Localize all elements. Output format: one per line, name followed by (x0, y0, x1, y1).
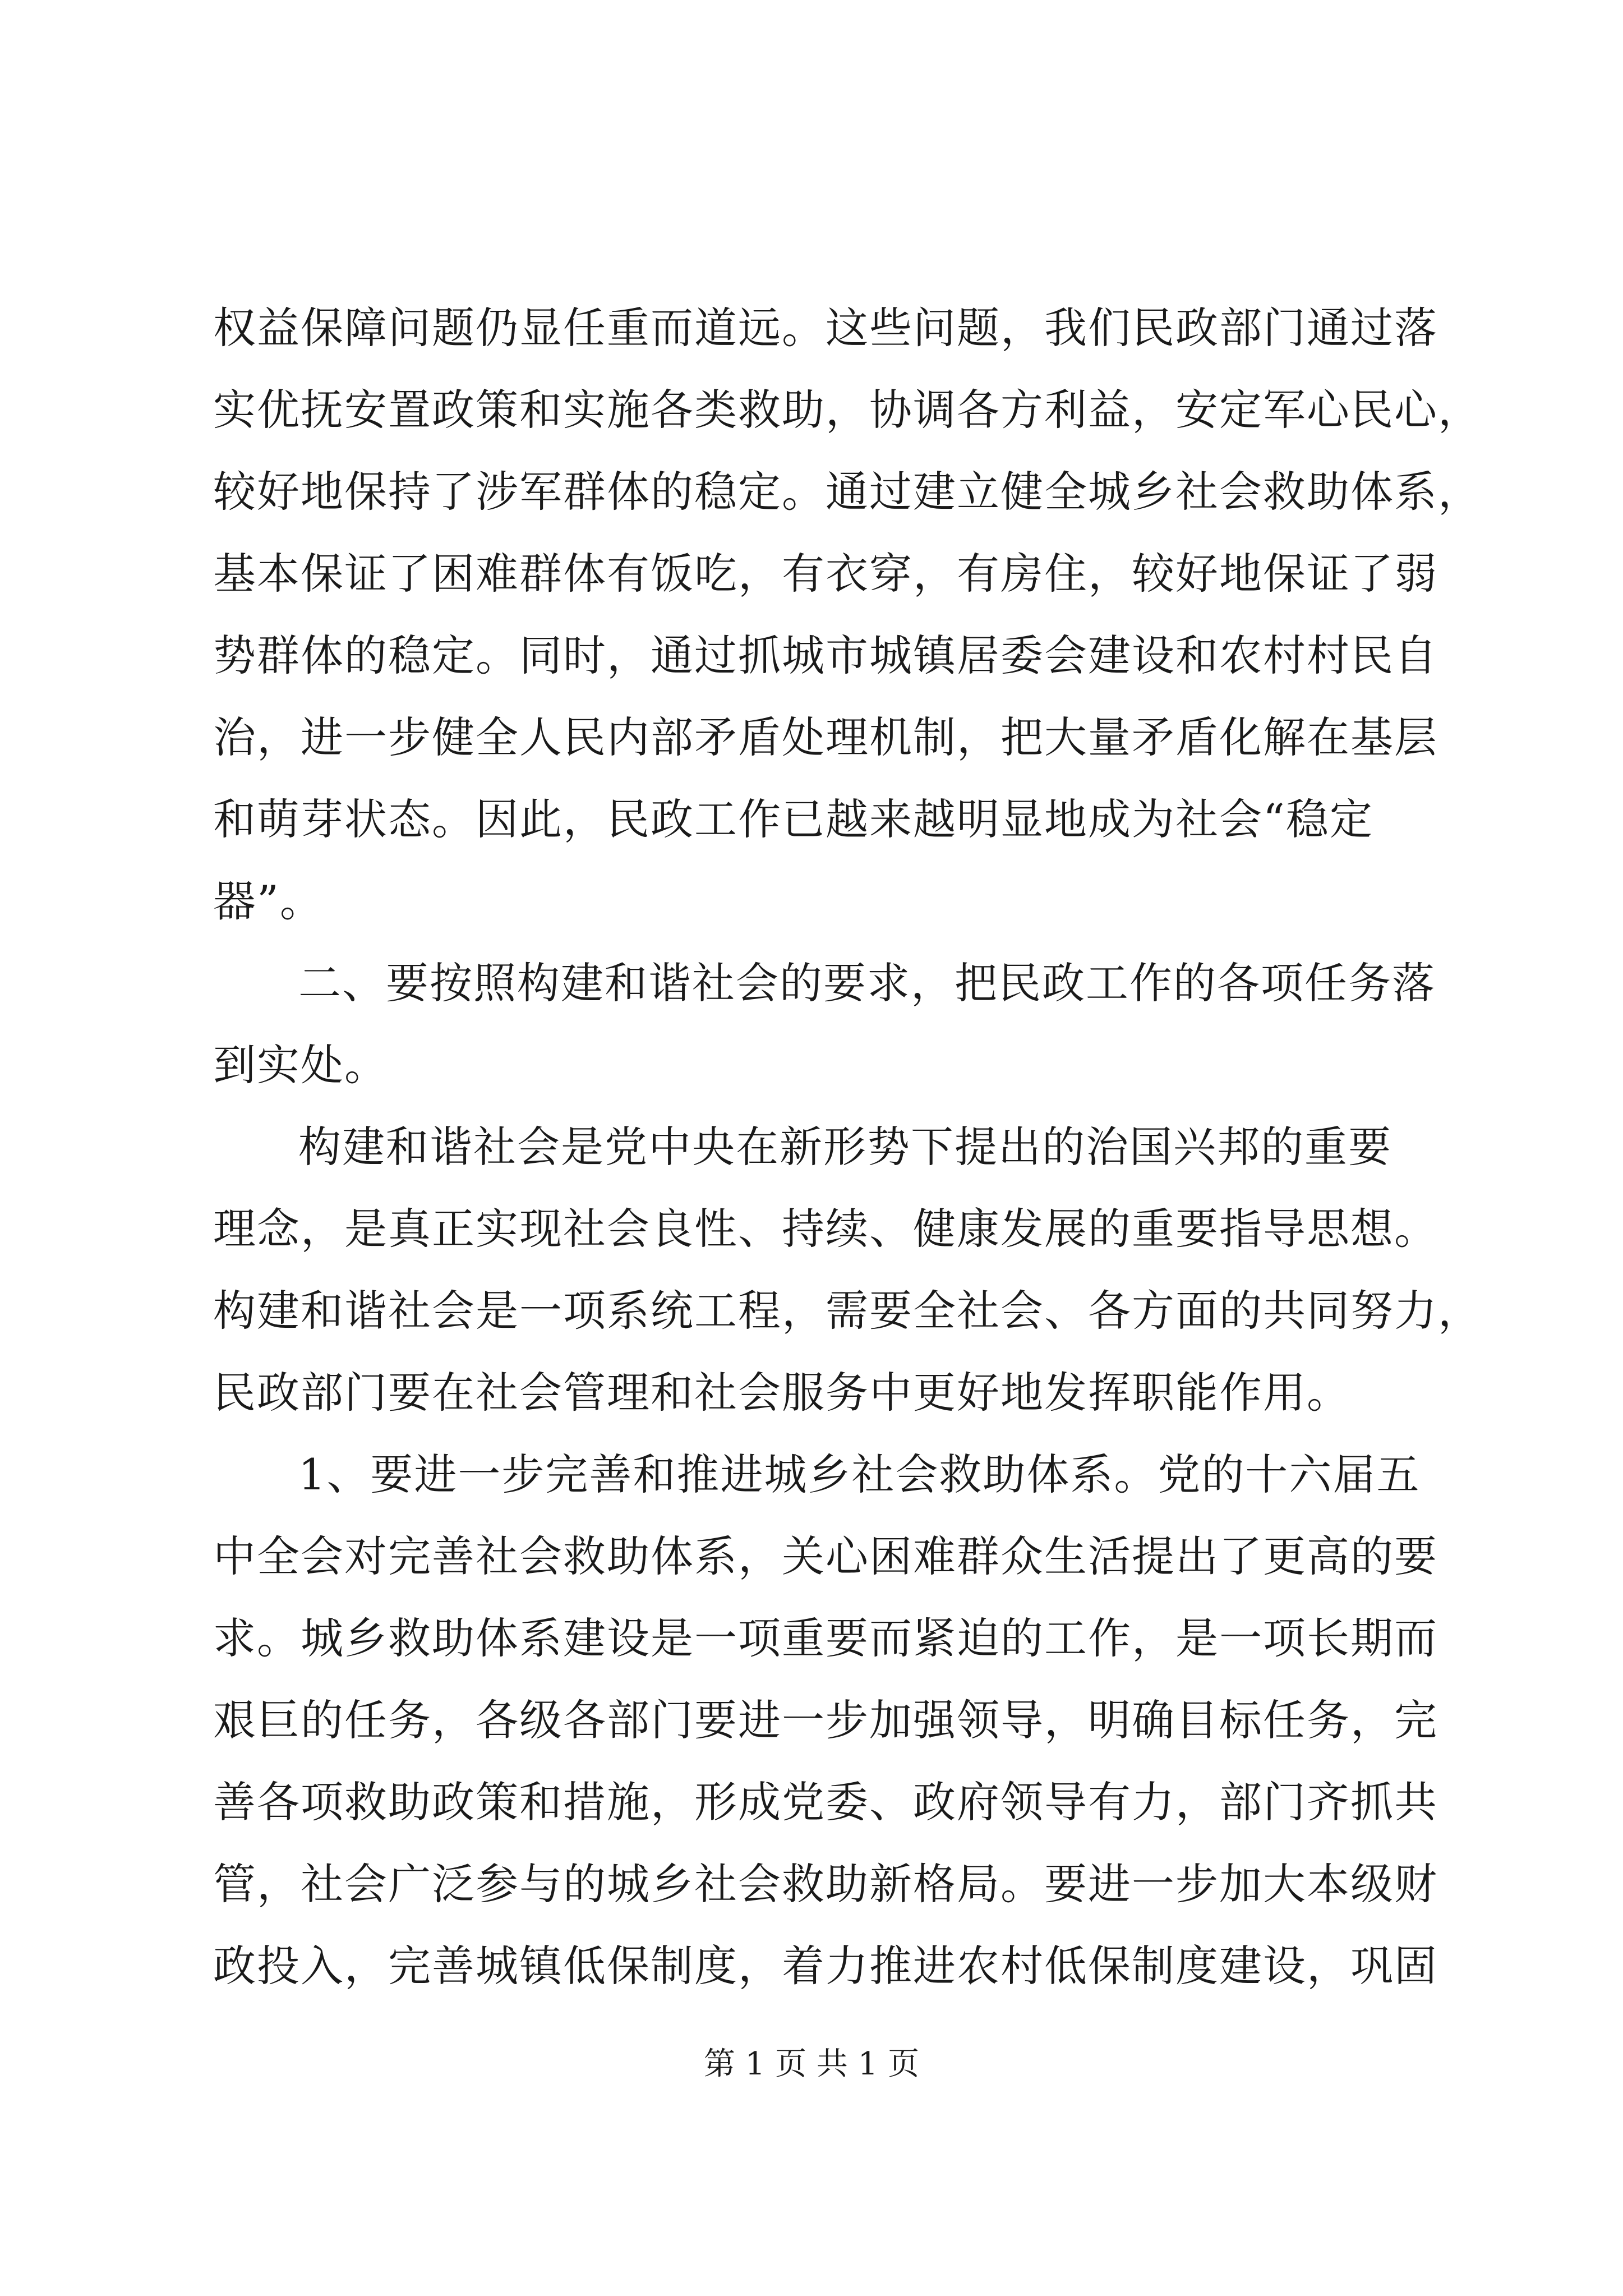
text-line-15: 1、要进一步完善和推进城乡社会救助体系。党的十六届五 (298, 1450, 1421, 1499)
text-line-16: 中全会对完善社会救助体系，关心困难群众生活提出了更高的要 (213, 1531, 1438, 1581)
text-line-12: 理念，是真正实现社会良性、持续、健康发展的重要指导思想。 (213, 1204, 1438, 1254)
text-line-17: 求。城乡救助体系建设是一项重要而紧迫的工作，是一项长期而 (213, 1613, 1438, 1663)
text-line-13: 构建和谐社会是一项系统工程，需要全社会、各方面的共同努力， (213, 1286, 1482, 1336)
text-line-3: 较好地保持了涉军群体的稳定。通过建立健全城乡社会救助体系， (213, 467, 1482, 517)
text-line-18: 艰巨的任务，各级各部门要进一步加强领导，明确目标任务，完 (213, 1695, 1438, 1745)
text-line-7: 和萌芽状态。因此，民政工作已越来越明显地成为社会“稳定 (213, 794, 1373, 844)
text-line-5: 势群体的稳定。同时，通过抓城市城镇居委会建设和农村村民自 (213, 631, 1438, 680)
text-line-14: 民政部门要在社会管理和社会服务中更好地发挥职能作用。 (213, 1368, 1350, 1418)
text-line-20: 管，社会广泛参与的城乡社会救助新格局。要进一步加大本级财 (213, 1859, 1438, 1909)
text-line-11: 构建和谐社会是党中央在新形势下提出的治国兴邦的重要 (298, 1122, 1392, 1172)
page-number-footer: 第 1 页 共 1 页 (703, 2046, 920, 2082)
section-heading-line-1: 二、要按照构建和谐社会的要求，把民政工作的各项任务落 (298, 958, 1436, 1008)
section-heading-line-2: 到实处。 (213, 1040, 388, 1090)
text-line-19: 善各项救助政策和措施，形成党委、政府领导有力，部门齐抓共 (213, 1777, 1438, 1827)
text-line-1: 权益保障问题仍显任重而道远。这些问题，我们民政部门通过落 (213, 303, 1438, 353)
text-line-6: 治，进一步健全人民内部矛盾处理机制，把大量矛盾化解在基层 (213, 712, 1438, 762)
text-line-2: 实优抚安置政策和实施各类救助，协调各方利益，安定军心民心， (213, 385, 1482, 435)
text-line-4: 基本保证了困难群体有饭吃，有衣穿，有房住，较好地保证了弱 (213, 549, 1438, 599)
text-line-8: 器”。 (213, 876, 324, 926)
text-line-21: 政投入，完善城镇低保制度，着力推进农村低保制度建设，巩固 (213, 1941, 1438, 1991)
